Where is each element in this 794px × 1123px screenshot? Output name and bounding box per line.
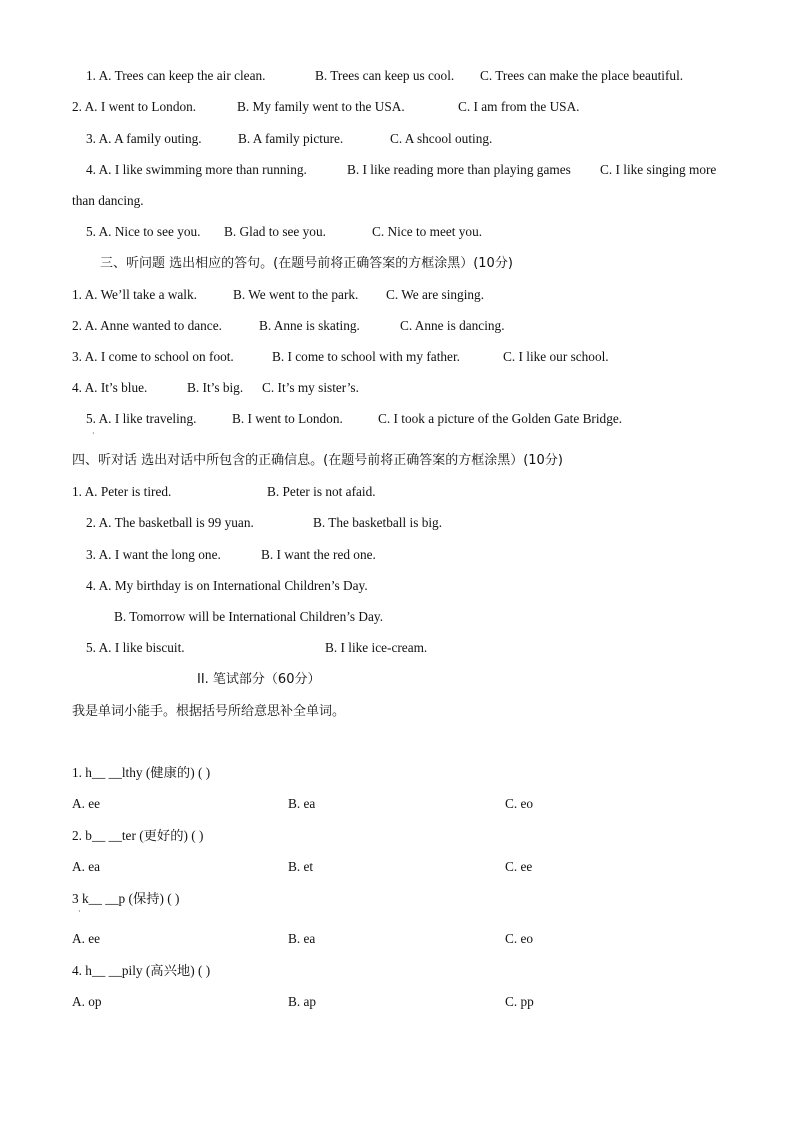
- s4-q1-option-b: B. Peter is not afaid.: [267, 484, 376, 499]
- s4-q1-option-a: 1. A. Peter is tired.: [72, 484, 172, 499]
- s3-q5-option-b: B. I went to London.: [232, 411, 343, 426]
- written-instruction: 我是单词小能手。根据括号所给意思补全单词。: [72, 704, 346, 719]
- s2-q4-option-c: C. I like singing more: [600, 162, 717, 177]
- word-item-2-stem: 2. b__ __ter (更好的) ( ): [72, 828, 204, 843]
- s3-q4-option-c: C. It’s my sister’s.: [262, 380, 359, 395]
- s4-q5-option-b: B. I like ice-cream.: [325, 640, 428, 655]
- s2-q1-option-b: B. Trees can keep us cool.: [315, 68, 455, 83]
- word-item-3-option-c: C. eo: [505, 931, 534, 946]
- s3-q5-option-a: 5. A. I like traveling.: [86, 411, 197, 426]
- word-item-4-option-c: C. pp: [505, 994, 534, 1009]
- word-item-1-stem: 1. h__ __lthy (健康的) ( ): [72, 765, 211, 780]
- word-item-4-option-a: A. op: [72, 994, 102, 1009]
- word-item-3-option-a: A. ee: [72, 931, 101, 946]
- s4-q5-option-a: 5. A. I like biscuit.: [86, 640, 185, 655]
- stray-mark: ·: [78, 907, 81, 916]
- s2-q5-option-c: C. Nice to meet you.: [372, 224, 483, 239]
- word-item-1-option-c: C. eo: [505, 796, 534, 811]
- s2-q3-option-a: 3. A. A family outing.: [86, 131, 202, 146]
- s2-q2-option-a: 2. A. I went to London.: [72, 99, 197, 114]
- s3-q4-option-a: 4. A. It’s blue.: [72, 380, 148, 395]
- s4-q2-option-a: 2. A. The basketball is 99 yuan.: [86, 515, 254, 530]
- s2-q5-option-b: B. Glad to see you.: [224, 224, 326, 239]
- s2-q3-option-c: C. A shcool outing.: [390, 131, 493, 146]
- s2-q2-option-c: C. I am from the USA.: [458, 99, 580, 114]
- stray-mark: ·: [92, 429, 95, 438]
- s2-q1-option-a: 1. A. Trees can keep the air clean.: [86, 68, 266, 83]
- s3-q2-option-a: 2. A. Anne wanted to dance.: [72, 318, 222, 333]
- s4-q3-option-b: B. I want the red one.: [261, 547, 376, 562]
- s4-q4-option-a: 4. A. My birthday is on International Children’s Day.: [86, 578, 368, 593]
- s3-q1-option-a: 1. A. We’ll take a walk.: [72, 287, 197, 302]
- s3-q3-option-b: B. I come to school with my father.: [272, 349, 460, 364]
- s3-q4-option-b: B. It’s big.: [187, 380, 244, 395]
- s3-q1-option-c: C. We are singing.: [386, 287, 485, 302]
- word-item-2-option-b: B. et: [288, 859, 314, 874]
- word-item-3-stem: 3 k__ __p (保持) ( ): [72, 891, 180, 906]
- word-item-4-stem: 4. h__ __pily (高兴地) ( ): [72, 963, 211, 978]
- s2-q4-option-a: 4. A. I like swimming more than running.: [86, 162, 307, 177]
- s4-q4-option-b: B. Tomorrow will be International Children’s Day.: [114, 609, 384, 624]
- word-item-1-option-b: B. ea: [288, 796, 316, 811]
- s2-q2-option-b: B. My family went to the USA.: [237, 99, 405, 114]
- s3-q3-option-a: 3. A. I come to school on foot.: [72, 349, 234, 364]
- s3-q3-option-c: C. I like our school.: [503, 349, 609, 364]
- s2-q1-option-c: C. Trees can make the place beautiful.: [480, 68, 684, 83]
- word-item-1-option-a: A. ee: [72, 796, 101, 811]
- s3-q2-option-b: B. Anne is skating.: [259, 318, 360, 333]
- s3-q2-option-c: C. Anne is dancing.: [400, 318, 505, 333]
- s2-q4-option-c-continued: than dancing.: [72, 193, 144, 208]
- s4-q2-option-b: B. The basketball is big.: [313, 515, 443, 530]
- section3-heading: 三、听问题 选出相应的答句。(在题号前将正确答案的方框涂黑）(10分): [100, 256, 513, 271]
- s4-q3-option-a: 3. A. I want the long one.: [86, 547, 221, 562]
- written-part-heading: II. 笔试部分（60分）: [197, 672, 321, 687]
- word-item-4-option-b: B. ap: [288, 994, 317, 1009]
- s3-q5-option-c: C. I took a picture of the Golden Gate Bridge.: [378, 411, 623, 426]
- s2-q3-option-b: B. A family picture.: [238, 131, 344, 146]
- word-item-2-option-a: A. ea: [72, 859, 101, 874]
- word-item-3-option-b: B. ea: [288, 931, 316, 946]
- s2-q4-option-b: B. I like reading more than playing games: [347, 162, 571, 177]
- s3-q1-option-b: B. We went to the park.: [233, 287, 359, 302]
- section4-heading: 四、听对话 选出对话中所包含的正确信息。(在题号前将正确答案的方框涂黑）(10分): [72, 453, 563, 468]
- s2-q5-option-a: 5. A. Nice to see you.: [86, 224, 201, 239]
- word-item-2-option-c: C. ee: [505, 859, 533, 874]
